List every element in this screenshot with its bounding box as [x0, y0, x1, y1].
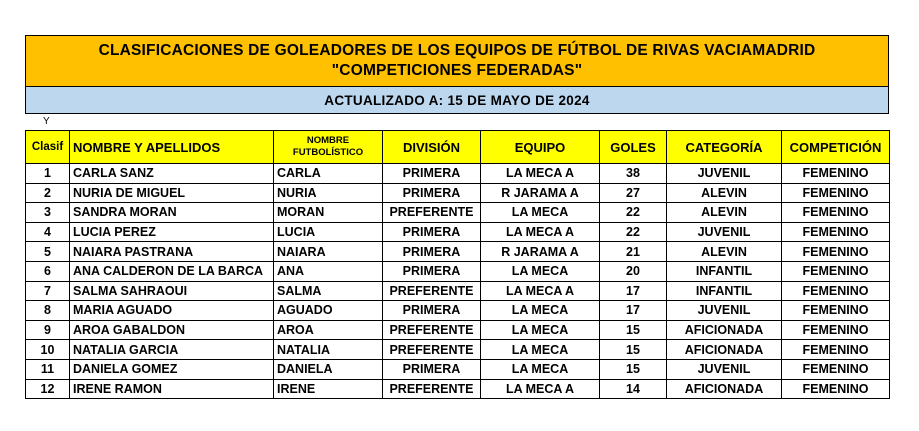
cell-division: PREFERENTE: [383, 203, 481, 223]
cell-nombre: SALMA SAHRAOUI: [70, 281, 274, 301]
cell-nombre: LUCIA PEREZ: [70, 222, 274, 242]
cell-goles: 21: [600, 242, 667, 262]
cell-alias: SALMA: [274, 281, 383, 301]
cell-categoria: INFANTIL: [667, 281, 782, 301]
cell-equipo: LA MECA: [481, 340, 600, 360]
cell-competicion: FEMENINO: [782, 281, 890, 301]
cell-equipo: LA MECA: [481, 301, 600, 321]
cell-goles: 27: [600, 183, 667, 203]
cell-division: PREFERENTE: [383, 379, 481, 399]
cell-clasif: 12: [26, 379, 70, 399]
cell-alias: ANA: [274, 261, 383, 281]
stray-cell: Y: [43, 116, 50, 127]
cell-clasif: 2: [26, 183, 70, 203]
cell-division: PRIMERA: [383, 359, 481, 379]
cell-division: PRIMERA: [383, 242, 481, 262]
cell-alias: NURIA: [274, 183, 383, 203]
cell-clasif: 10: [26, 340, 70, 360]
cell-alias: IRENE: [274, 379, 383, 399]
cell-division: PRIMERA: [383, 261, 481, 281]
table-row: [26, 203, 890, 223]
cell-goles: 20: [600, 261, 667, 281]
cell-competicion: FEMENINO: [782, 183, 890, 203]
header-goles: GOLES: [600, 131, 667, 164]
title-line-2: "COMPETICIONES FEDERADAS": [331, 62, 583, 79]
cell-alias: NATALIA: [274, 340, 383, 360]
cell-nombre: AROA GABALDON: [70, 320, 274, 340]
cell-goles: 15: [600, 340, 667, 360]
cell-clasif: 7: [26, 281, 70, 301]
cell-nombre: NATALIA GARCIA: [70, 340, 274, 360]
cell-goles: 14: [600, 379, 667, 399]
cell-categoria: ALEVIN: [667, 183, 782, 203]
cell-division: PRIMERA: [383, 301, 481, 321]
cell-clasif: 3: [26, 203, 70, 223]
scorers-sheet: [25, 35, 889, 399]
cell-nombre: CARLA SANZ: [70, 164, 274, 184]
updated-date: ACTUALIZADO A: 15 DE MAYO DE 2024: [324, 92, 590, 108]
header-clasif: Clasif: [26, 131, 70, 164]
cell-equipo: LA MECA A: [481, 164, 600, 184]
table-row: [26, 222, 890, 242]
cell-division: PRIMERA: [383, 183, 481, 203]
cell-nombre: SANDRA MORAN: [70, 203, 274, 223]
cell-competicion: FEMENINO: [782, 261, 890, 281]
cell-nombre: MARIA AGUADO: [70, 301, 274, 321]
cell-equipo: LA MECA: [481, 359, 600, 379]
cell-division: PREFERENTE: [383, 281, 481, 301]
cell-categoria: JUVENIL: [667, 359, 782, 379]
cell-division: PREFERENTE: [383, 320, 481, 340]
cell-clasif: 11: [26, 359, 70, 379]
cell-alias: MORAN: [274, 203, 383, 223]
cell-alias: LUCIA: [274, 222, 383, 242]
cell-categoria: AFICIONADA: [667, 340, 782, 360]
cell-competicion: FEMENINO: [782, 164, 890, 184]
cell-categoria: AFICIONADA: [667, 320, 782, 340]
table-row: [26, 340, 890, 360]
cell-categoria: JUVENIL: [667, 222, 782, 242]
cell-goles: 22: [600, 203, 667, 223]
cell-competicion: FEMENINO: [782, 222, 890, 242]
header-nombre-futbolistico: NOMBRE FUTBOLÍSTICO: [274, 131, 383, 164]
cell-competicion: FEMENINO: [782, 203, 890, 223]
cell-categoria: JUVENIL: [667, 301, 782, 321]
scorers-table: [25, 130, 890, 399]
cell-equipo: LA MECA A: [481, 379, 600, 399]
cell-categoria: JUVENIL: [667, 164, 782, 184]
cell-competicion: FEMENINO: [782, 242, 890, 262]
header-equipo: EQUIPO: [481, 131, 600, 164]
cell-alias: AGUADO: [274, 301, 383, 321]
table-row: [26, 379, 890, 399]
table-row: [26, 183, 890, 203]
table-row: [26, 281, 890, 301]
cell-clasif: 9: [26, 320, 70, 340]
cell-competicion: FEMENINO: [782, 320, 890, 340]
cell-clasif: 4: [26, 222, 70, 242]
cell-clasif: 8: [26, 301, 70, 321]
table-body: [26, 164, 890, 399]
cell-nombre: IRENE RAMON: [70, 379, 274, 399]
cell-division: PREFERENTE: [383, 340, 481, 360]
header-competicion: COMPETICIÓN: [782, 131, 890, 164]
cell-categoria: ALEVIN: [667, 203, 782, 223]
table-row: [26, 301, 890, 321]
cell-clasif: 1: [26, 164, 70, 184]
title-line-1: CLASIFICACIONES DE GOLEADORES DE LOS EQUIPOS DE FÚTBOL DE RIVAS VACIAMADRID: [98, 42, 816, 59]
header-nombre: NOMBRE Y APELLIDOS: [70, 131, 274, 164]
cell-alias: DANIELA: [274, 359, 383, 379]
cell-competicion: FEMENINO: [782, 301, 890, 321]
cell-nombre: NAIARA PASTRANA: [70, 242, 274, 262]
cell-goles: 38: [600, 164, 667, 184]
cell-categoria: ALEVIN: [667, 242, 782, 262]
cell-competicion: FEMENINO: [782, 359, 890, 379]
cell-goles: 17: [600, 301, 667, 321]
cell-alias: CARLA: [274, 164, 383, 184]
cell-goles: 15: [600, 359, 667, 379]
cell-competicion: FEMENINO: [782, 340, 890, 360]
cell-equipo: LA MECA A: [481, 222, 600, 242]
cell-goles: 15: [600, 320, 667, 340]
cell-nombre: ANA CALDERON DE LA BARCA: [70, 261, 274, 281]
cell-division: PRIMERA: [383, 222, 481, 242]
cell-nombre: DANIELA GOMEZ: [70, 359, 274, 379]
cell-alias: NAIARA: [274, 242, 383, 262]
cell-equipo: R JARAMA A: [481, 183, 600, 203]
cell-equipo: R JARAMA A: [481, 242, 600, 262]
table-row: [26, 261, 890, 281]
cell-clasif: 5: [26, 242, 70, 262]
update-band: [25, 87, 889, 114]
table-row: [26, 242, 890, 262]
cell-alias: AROA: [274, 320, 383, 340]
header-row: [26, 131, 890, 164]
table-row: [26, 359, 890, 379]
table-row: [26, 320, 890, 340]
cell-categoria: AFICIONADA: [667, 379, 782, 399]
cell-equipo: LA MECA: [481, 261, 600, 281]
cell-equipo: LA MECA: [481, 203, 600, 223]
cell-goles: 22: [600, 222, 667, 242]
cell-nombre: NURIA DE MIGUEL: [70, 183, 274, 203]
header-division: DIVISIÓN: [383, 131, 481, 164]
cell-division: PRIMERA: [383, 164, 481, 184]
cell-equipo: LA MECA A: [481, 281, 600, 301]
header-categoria: CATEGORÍA: [667, 131, 782, 164]
cell-categoria: INFANTIL: [667, 261, 782, 281]
cell-competicion: FEMENINO: [782, 379, 890, 399]
title-band: [25, 35, 889, 87]
table-row: [26, 164, 890, 184]
cell-clasif: 6: [26, 261, 70, 281]
cell-equipo: LA MECA: [481, 320, 600, 340]
cell-goles: 17: [600, 281, 667, 301]
